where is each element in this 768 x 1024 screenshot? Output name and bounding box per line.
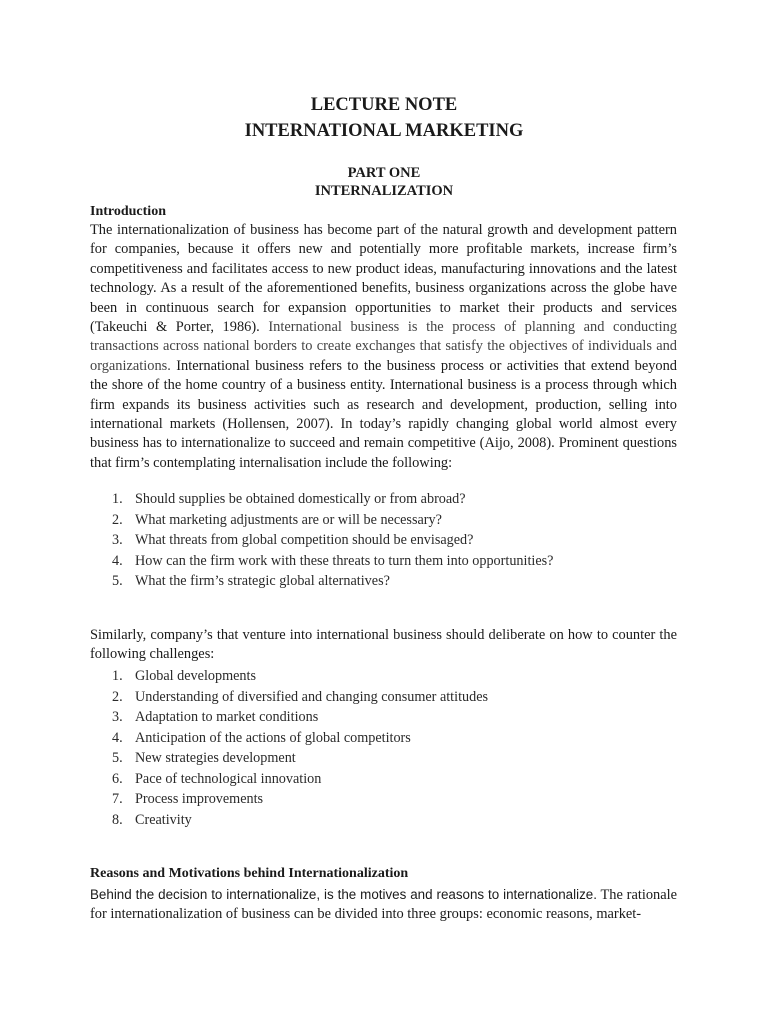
list-item: 4. Anticipation of the actions of global competitors	[112, 729, 411, 746]
document-subtitle: INTERNATIONAL MARKETING	[244, 121, 524, 141]
list-item: 7. Process improvements	[112, 791, 264, 807]
list-item: 6. Pace of technological innovation	[112, 770, 322, 787]
part-subtitle: INTERNALIZATION	[314, 183, 454, 199]
list-item: 8. Creativity	[112, 811, 192, 828]
similarly-paragraph: Similarly, company’s that venture into international business should deliberate on how to counter the following challenges:	[90, 627, 677, 663]
part-label: PART ONE	[347, 165, 421, 181]
intro-text-b: International business is the process of planning and conducting transactions across national borders to create exchanges that satisfy the objectives of individuals and organizations.	[90, 319, 677, 374]
reasons-paragraph	[90, 885, 677, 925]
questions-list	[90, 489, 722, 592]
intro-text-c: International business refers to the business process or activities that extend beyond the shore of the home country of a business entity. International business is a process through which firm expands its business activities such as research and development, production, selling into international markets (Hollensen, 2007). In today’s rapidly changing global world almost every business has to internationalize to succeed and remain competitive (Aijo, 2008). Prominent questions that firm’s contemplating internalisation include the following:	[90, 357, 677, 471]
list-item: 3. Adaptation to market conditions	[112, 709, 319, 725]
intro-text-a: The internationalization of business has become part of the natural growth and development pattern for companies, because it offers new and potentially more profitable markets, increase firm’s competitiveness and facilitates access to new product ideas, manufacturing innovations and the latest technology. As a result of the aforementioned benefits, business organizations across the globe have been in continuous search for expansion opportunities to market their products and services (Takeuchi & Porter, 1986).	[90, 222, 677, 336]
introduction-paragraph	[90, 221, 677, 473]
document-title: LECTURE NOTE	[310, 95, 458, 115]
introduction-heading: Introduction	[90, 204, 166, 219]
list-item: 5. What the firm’s strategic global alternatives?	[112, 573, 390, 589]
list-item: 1. Should supplies be obtained domestically or from abroad?	[112, 491, 466, 507]
challenges-list	[90, 666, 722, 830]
list-item: 4. How can the firm work with these threats to turn them into opportunities?	[112, 552, 554, 569]
list-item: 3. What threats from global competition should be envisaged?	[112, 532, 474, 548]
list-item: 5. New strategies development	[112, 750, 296, 766]
list-item: 2. Understanding of diversified and changing consumer attitudes	[112, 688, 489, 705]
reasons-text-serif: The rationale for internationalization of business can be divided into three groups: economic reasons, market-	[90, 887, 677, 923]
reasons-heading: Reasons and Motivations behind Internationalization	[90, 866, 409, 881]
reasons-text-sans: Behind the decision to internationalize, is the motives and reasons to internationalize.	[90, 887, 597, 902]
list-item: 1. Global developments	[112, 668, 256, 684]
list-item: 2. What marketing adjustments are or will be necessary?	[112, 511, 442, 528]
